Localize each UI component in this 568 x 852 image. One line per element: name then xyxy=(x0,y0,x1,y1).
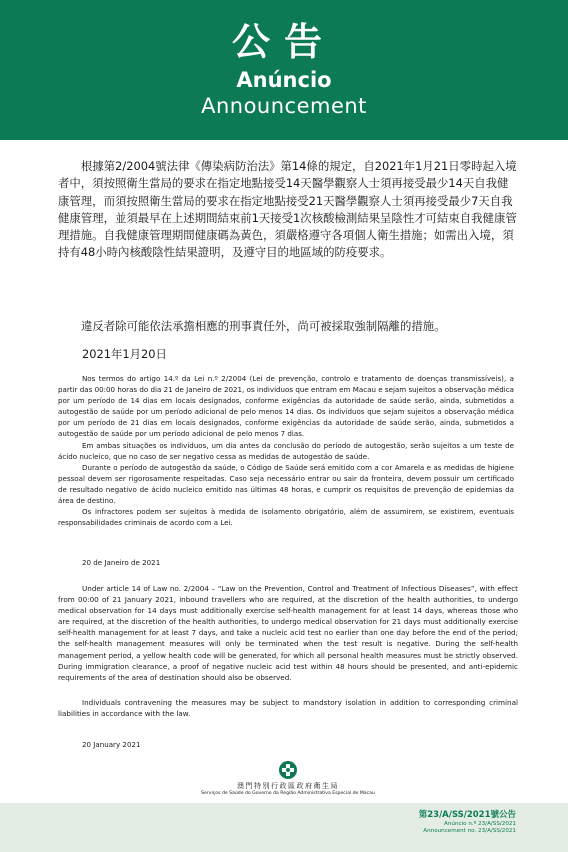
announcement-number-english: Announcement no. 23/A/SS/2021 xyxy=(423,828,516,834)
chinese-paragraph-1: 根據第2/2004號法律《傳染病防治法》第14條的規定，自2021年1月21日零時起入境者中，須按照衛生當局的要求在指定地點接受14天醫學觀察人士須再接受最少14天自我健康管理，而須按照衛生當局的要求在指定地點接受21天醫學觀察人士須再接受最少7天自我健康管理，並須最早在上述期間結束前1天接受1次核酸檢測結果呈陰性才可結束自我健康管理措施。自我健康管理期間健康碼為黃色，須嚴格遵守各項個人衛生措施；如需出入境，須持有48小時內核酸陰性結果證明，及遵守目的地區域的防疫要求。 xyxy=(58,159,517,260)
chinese-date: 2021年1月20日 xyxy=(82,347,167,361)
footer-band xyxy=(0,803,568,852)
portuguese-date: 20 de Janeiro de 2021 xyxy=(82,558,161,567)
announcement-number-portuguese: Anúncio n.º 23/A/SS/2021 xyxy=(444,821,516,827)
english-section xyxy=(58,583,518,683)
announcement-number-chinese: 第23/A/SS/2021號公告 xyxy=(418,810,516,820)
chinese-paragraph-2: 違反者除可能依法承擔相應的刑事責任外，尚可被採取強制隔離的措施。 xyxy=(81,319,446,333)
portuguese-section xyxy=(58,373,514,528)
health-bureau-logo-block xyxy=(198,760,378,797)
macau-health-bureau-logo xyxy=(278,760,298,780)
chinese-section-2 xyxy=(58,318,518,335)
portuguese-paragraph-3: Durante o período de autogestão da saúde, o Código de Saúde será emitido com a cor Amarela e as medidas de higiene pessoal devem ser rigorosamente respeitadas. Caso seja necessário entrar ou sair da fronteira, devem possuir um certificado de resultado negativo de ácido nucleico emitido nas últimas 48 horas, e cumprir os requisitos de prevenção de epidemias da área de destino. xyxy=(58,462,514,506)
english-paragraph-1: Under article 14 of Law no. 2/2004 – “Law on the Prevention, Control and Treatment of Infectious Diseases”, with effect from 00:00 of 21 January 2021, inbound travellers who are required, at the discretion of the health authorities, to undergo medical observation for 14 days must additionally exercise self-health management for at least 14 days, whereas those who are required, at the discretion of the health authorities, to undergo medical observation for 21 days must additionally exercise self-health management for at least 7 days, and take a nucleic acid test no earlier than one day before the end of the period; the self-health management measures will only be terminated when the test result is negative. During the self-health management period, a yellow health code will be generated, for which all personal health measures must be strictly observed. During immigration clearance, a proof of negative nucleic acid test within 48 hours should be presented, and anti-epidemic requirements of the area of destination should also be observed. xyxy=(58,584,518,682)
title-chinese: 公告 xyxy=(231,20,336,64)
title-english: Announcement xyxy=(201,94,367,118)
english-date: 20 January 2021 xyxy=(82,740,141,749)
portuguese-paragraph-2: Em ambas situações os indivíduos, um dia antes da conclusão do período de autogestão, serão sujeitos a um teste de ácido nucleico, que no caso de ser negativo cessa as medidas de autogestão de saúde. xyxy=(58,440,514,461)
english-paragraph-2: Individuals contravening the measures may be subject to mandstory isolation in addition to corresponding criminal liabilities in accordance with the law. xyxy=(58,698,518,719)
title-portuguese: Anúncio xyxy=(236,68,332,92)
english-section-2 xyxy=(58,697,518,719)
announcement-header xyxy=(0,0,568,140)
portuguese-paragraph-1: Nos termos do artigo 14.º da Lei n.º 2/2004 (Lei de prevenção, controlo e tratamento de doenças transmissíveis), a partir das 00:00 horas do dia 21 de Janeiro de 2021, os indivíduos que entram em Macau e sejam sujeitos a observação médica por um período de 14 dias em locais designados, conforme exigências da autoridade de saúde serão, ainda, submetidos a autogestão de saúde por um período adicional de pelo menos 14 dias. Os indivíduos que sejam sujeitos a observação médica por um período de 21 dias em locais designados, conforme exigências da autoridade de saúde serão, ainda, submetidos a autogestão de saúde por um período adicional de pelo menos 7 dias. xyxy=(58,374,514,439)
health-bureau-name-chinese: 澳門特別行政區政府衛生局 xyxy=(237,782,339,790)
health-bureau-name-portuguese: Serviços de Saúde do Governo da Região Administrativa Especial de Macau xyxy=(201,791,375,796)
chinese-section xyxy=(58,158,518,262)
portuguese-paragraph-4: Os infractores podem ser sujeitos à medida de isolamento obrigatório, além de assumirem, se existirem, eventuais responsabilidades criminais de acordo com a Lei. xyxy=(58,507,514,528)
